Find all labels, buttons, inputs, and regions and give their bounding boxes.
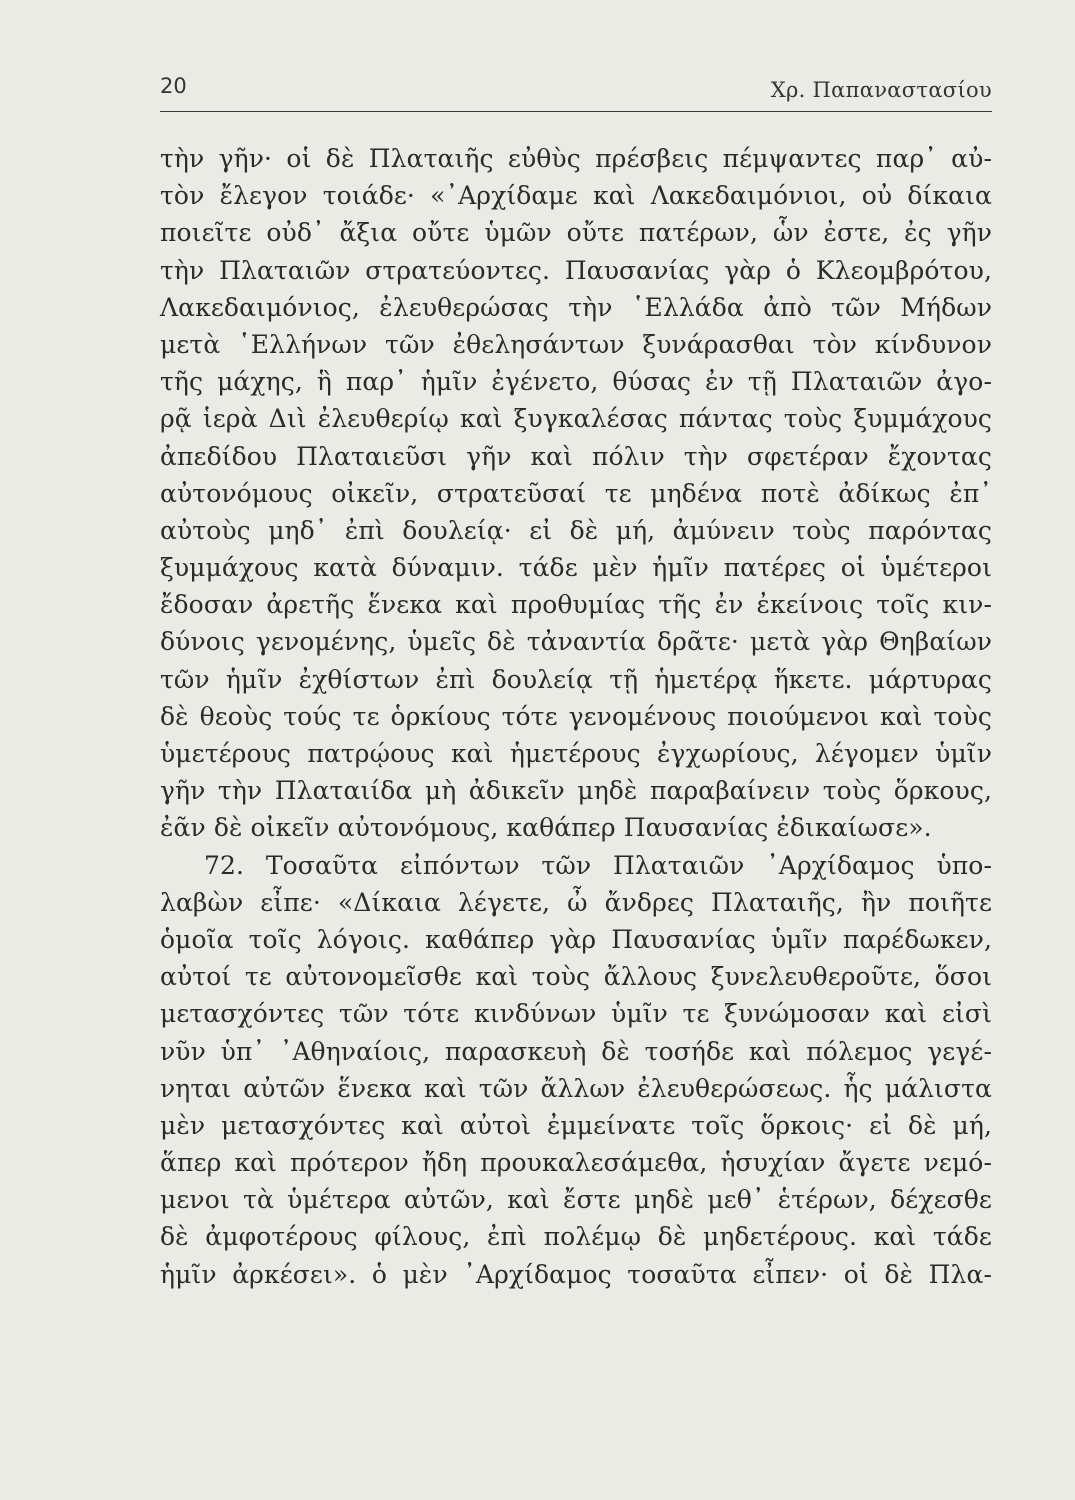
- text-line: λαβὼν εἶπε· «Δίκαια λέγετε, ὦ ἄνδρες Πλαταιῆς, ἢν ποιῆτε: [160, 887, 992, 917]
- text-line: τὴν γῆν· οἱ δὲ Πλαταιῆς εὐθὺς πρέσβεις πέμψαντες παρ᾽ αὐ-: [160, 144, 992, 173]
- text-line: αὐτοὺς μηδ᾽ ἐπὶ δουλείᾳ· εἰ δὲ μή, ἀμύνειν τοὺς παρόντας: [160, 515, 992, 545]
- text-line: μενοι τὰ ὑμέτερα αὐτῶν, καὶ ἔστε μηδὲ μεθ᾽ ἑτέρων, δέχεσθε: [160, 1185, 992, 1215]
- text-line: ἔδοσαν ἀρετῆς ἕνεκα καὶ προθυμίας τῆς ἐν ἐκείνοις τοῖς κιν-: [160, 590, 992, 620]
- text-line: ἐᾶν δὲ οἰκεῖν αὐτονόμους, καθάπερ Παυσανίας ἐδικαίωσε».: [160, 813, 932, 843]
- text-line: μετὰ ῾Ελλήνων τῶν ἐθελησάντων ξυνάρασθαι τὸν κίνδυνον: [160, 329, 992, 359]
- text-line: ποιεῖτε οὐδ᾽ ἄξια οὔτε ὑμῶν οὔτε πατέρων, ὧν ἐστε, ἐς γῆν: [160, 218, 992, 248]
- text-line: ὁμοῖα τοῖς λόγοις. καθάπερ γὰρ Παυσανίας ὑμῖν παρέδωκεν,: [160, 924, 992, 954]
- text-line: δὲ θεοὺς τούς τε ὁρκίους τότε γενομένους ποιούμενοι καὶ τοὺς: [160, 701, 992, 731]
- text-line: γῆν τὴν Πλαταιίδα μὴ ἀδικεῖν μηδὲ παραβαίνειν τοὺς ὅρκους,: [160, 776, 992, 806]
- text-line: αὐτοί τε αὐτονομεῖσθε καὶ τοὺς ἄλλους ξυνελευθεροῦτε, ὅσοι: [160, 962, 992, 992]
- text-line: τὸν ἔλεγον τοιάδε· «᾽Αρχίδαμε καὶ Λακεδαιμόνιοι, οὐ δίκαια: [160, 181, 992, 211]
- text-line: τὴν Πλαταιῶν στρατεύοντες. Παυσανίας γὰρ ὁ Κλεομβρότου,: [160, 255, 992, 285]
- text-line: ὑμετέρους πατρῴους καὶ ἡμετέρους ἐγχωρίους, λέγομεν ὑμῖν: [160, 739, 992, 768]
- text-line: δύνοις γενομένης, ὑμεῖς δὲ τἀναντία δρᾶτε· μετὰ γὰρ Θηβαίων: [160, 627, 992, 657]
- text-line: νηται αὐτῶν ἕνεκα καὶ τῶν ἄλλων ἐλευθερώσεως. ἧς μάλιστα: [160, 1073, 992, 1103]
- text-line: μετασχόντες τῶν τότε κινδύνων ὑμῖν τε ξυνώμοσαν καὶ εἰσὶ: [160, 999, 992, 1029]
- text-line: νῦν ὑπ᾽ ᾽Αθηναίοις, παρασκευὴ δὲ τοσήδε καὶ πόλεμος γεγέ-: [160, 1036, 992, 1066]
- body-text: [160, 140, 992, 1293]
- text-line: μὲν μετασχόντες καὶ αὐτοὶ ἐμμείνατε τοῖς ὅρκοις· εἰ δὲ μή,: [160, 1110, 992, 1140]
- text-line: τῆς μάχης, ἣ παρ᾽ ἡμῖν ἐγένετο, θύσας ἐν τῇ Πλαταιῶν ἀγο-: [160, 367, 992, 397]
- text-line: ἅπερ καὶ πρότερον ἤδη προυκαλεσάμεθα, ἡσυχίαν ἄγετε νεμό-: [160, 1148, 992, 1178]
- text-line: ρᾷ ἱερὰ Διὶ ἐλευθερίῳ καὶ ξυγκαλέσας πάντας τοὺς ξυμμάχους: [160, 404, 992, 434]
- text-line: ἡμῖν ἀρκέσει». ὁ μὲν ᾽Αρχίδαμος τοσαῦτα εἶπεν· οἱ δὲ Πλα-: [160, 1259, 992, 1289]
- page-number: 20: [160, 74, 187, 98]
- header-rule: [160, 111, 992, 112]
- text-line: ξυμμάχους κατὰ δύναμιν. τάδε μὲν ἡμῖν πατέρες οἱ ὑμέτεροι: [160, 553, 992, 583]
- page-header: [160, 74, 992, 110]
- text-line: δὲ ἀμφοτέρους φίλους, ἐπὶ πολέμῳ δὲ μηδετέρους. καὶ τάδε: [160, 1222, 992, 1252]
- running-head: Χρ. Παπαναστασίου: [770, 78, 992, 102]
- text-line: τῶν ἡμῖν ἐχθίστων ἐπὶ δουλείᾳ τῇ ἡμετέρᾳ ἥκετε. μάρτυρας: [160, 664, 992, 694]
- text-line: αὐτονόμους οἰκεῖν, στρατεῦσαί τε μηδένα ποτὲ ἀδίκως ἐπ᾽: [160, 478, 992, 508]
- text-line: Λακεδαιμόνιος, ἐλευθερώσας τὴν ῾Ελλάδα ἀπὸ τῶν Μήδων: [160, 292, 992, 322]
- text-line: ἀπεδίδου Πλαταιεῦσι γῆν καὶ πόλιν τὴν σφετέραν ἔχοντας: [160, 441, 992, 471]
- section-72-start: 72. Τοσαῦτα εἰπόντων τῶν Πλαταιῶν ᾽Αρχίδαμος ὑπο-: [204, 850, 992, 880]
